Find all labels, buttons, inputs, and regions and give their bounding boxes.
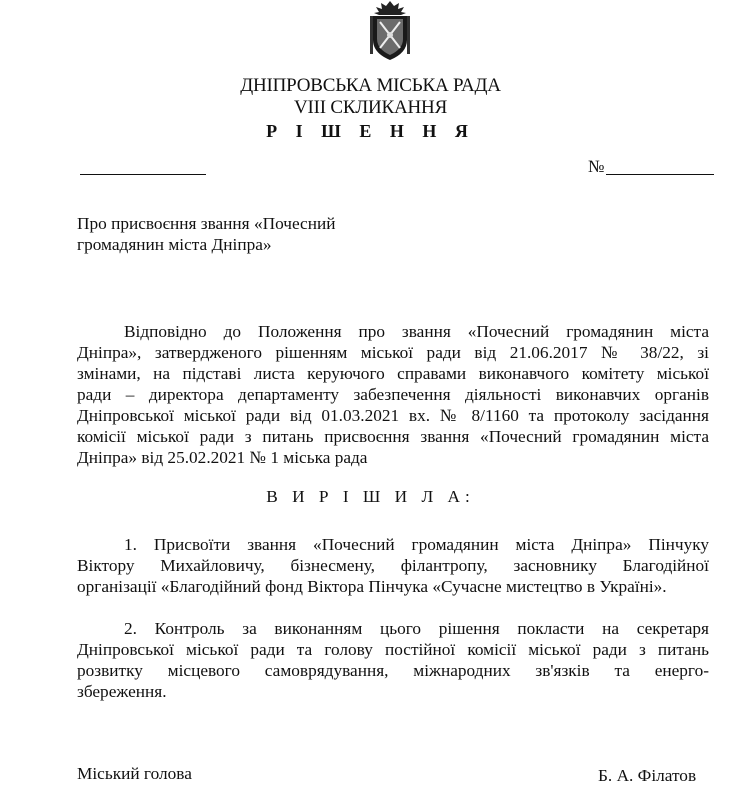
subject-line-2: громадянин міста Дніпра» [77, 235, 272, 254]
subject-line-1: Про присвоєння звання «Почесний [77, 214, 336, 233]
item-2-line: розвитку місцевого самоврядування, міжнародних зв'язків та енерго- [77, 661, 709, 680]
item-1-line: 1. Присвоїти звання «Почесний громадянин міста Дніпра» Пінчуку [124, 535, 709, 554]
signatory-position: Міський голова [77, 764, 192, 783]
item-2-line: 2. Контроль за виконанням цього рішення покласти на секретаря [124, 619, 709, 638]
preamble-line: Дніпра» від 25.02.2021 № 1 міська рада [77, 448, 368, 467]
preamble-line: Відповідно до Положення про звання «Почесний громадянин міста [124, 322, 709, 341]
signatory-name: Б. А. Філатов [598, 766, 697, 785]
number-blank-line [606, 174, 714, 175]
council-name: ДНІПРОВСЬКА МІСЬКА РАДА [240, 75, 501, 96]
item-2-line: Дніпровської міської ради та голову постійної комісії міської ради з питань [77, 640, 709, 659]
decision-item-2 [77, 618, 709, 702]
item-1-line: Віктору Михайловичу, бізнесмену, філантропу, засновнику Благодійної [77, 556, 709, 575]
preamble-line: комісії міської ради з питань присвоєння звання «Почесний громадянин міста [77, 427, 709, 446]
item-1-line: організації «Благодійний фонд Віктора Пінчука «Сучасне мистецтво в Україні». [77, 577, 667, 596]
preamble-line: ради – директора департаменту забезпечення діяльності виконавчих органів [77, 385, 709, 404]
number-sign: № [588, 157, 605, 176]
preamble-paragraph [77, 321, 709, 468]
item-2-line: збереження. [77, 682, 167, 701]
convocation: VIII СКЛИКАННЯ [293, 97, 448, 118]
preamble-line: Дніпровської міської ради від 01.03.2021 вх. № 8/1160 та протоколу засідання [77, 406, 709, 425]
decided-heading: В И Р І Ш И Л А: [266, 487, 475, 506]
date-blank-line [80, 174, 206, 175]
coat-of-arms-icon [368, 0, 412, 62]
decision-item-1 [77, 534, 709, 597]
preamble-line: Дніпра», затвердженого рішенням міської ради від 21.06.2017 № 38/22, зі [77, 343, 709, 362]
document-title: Р І Ш Е Н Н Я [266, 121, 475, 141]
preamble-line: змінами, на підставі листа керуючого справами виконавчого комітету міської [77, 364, 709, 383]
